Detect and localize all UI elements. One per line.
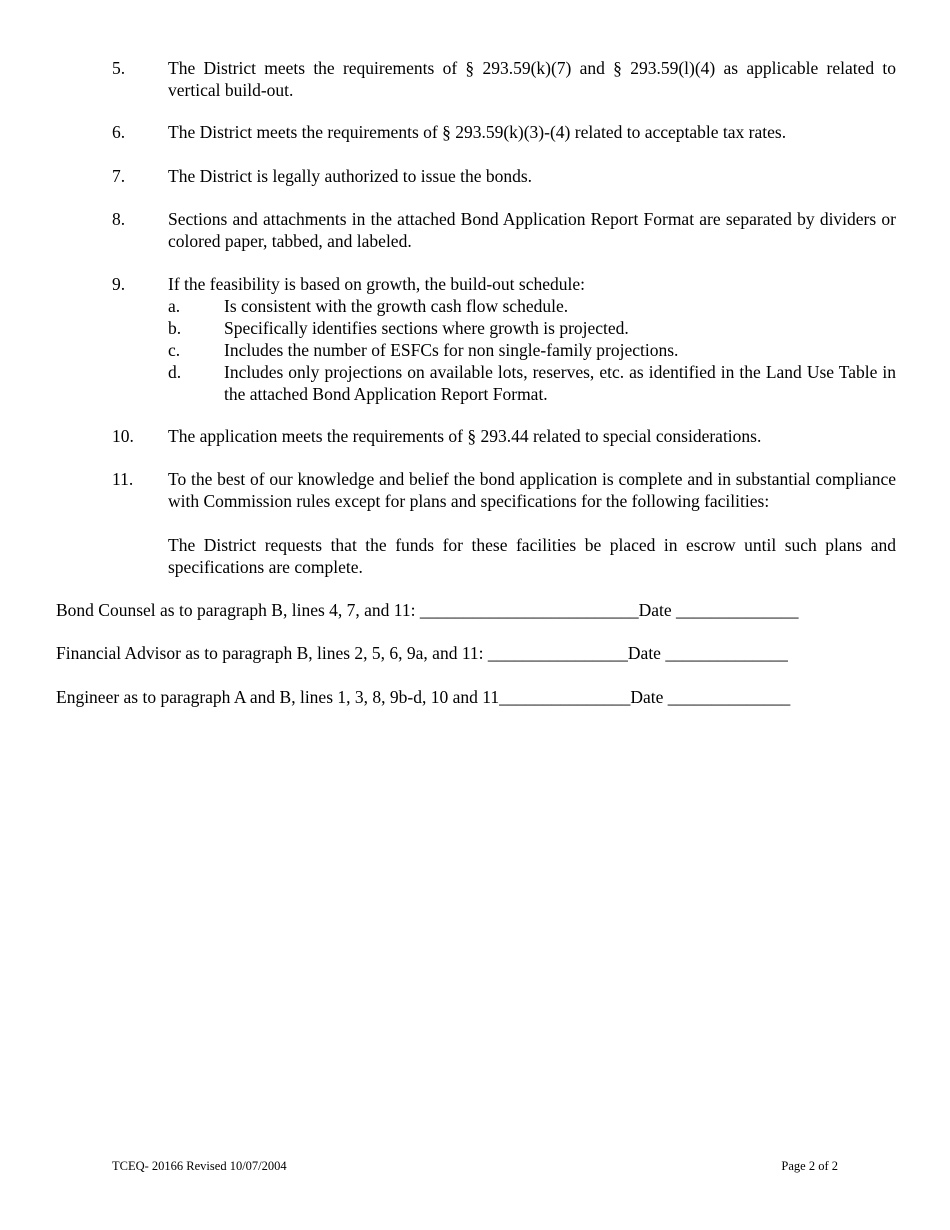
item-number: 11. xyxy=(112,469,134,489)
item-text: If the feasibility is based on growth, the build-out schedule: xyxy=(168,274,585,294)
sub-item-text: Includes only projections on available lots, reserves, etc. as identified in the Land Use Table in the attached Bond Application Report Format. xyxy=(224,362,896,404)
item-number: 10. xyxy=(112,426,134,446)
sub-item-letter: c. xyxy=(168,340,181,360)
item-number: 5. xyxy=(112,58,126,78)
sub-item-letter: a. xyxy=(168,296,181,316)
signature-line-bond-counsel: Bond Counsel as to paragraph B, lines 4, 7, and 11: _________________________Date ______________ xyxy=(56,600,799,620)
sub-item-letter: d. xyxy=(168,362,182,382)
item-number: 9. xyxy=(112,274,126,294)
page-number: Page 2 of 2 xyxy=(781,1159,838,1173)
sub-item-letter: b. xyxy=(168,318,182,338)
form-id: TCEQ- 20166 Revised 10/07/2004 xyxy=(112,1159,287,1173)
item-text: The application meets the requirements of § 293.44 related to special considerations. xyxy=(168,426,762,446)
item-text: Sections and attachments in the attached Bond Application Report Format are separated by dividers or colored paper, tabbed, and labeled. xyxy=(168,209,896,251)
item-number: 8. xyxy=(112,209,126,229)
item-text: The District meets the requirements of § 293.59(k)(3)-(4) related to acceptable tax rates. xyxy=(168,122,787,142)
sub-item-text: Specifically identifies sections where growth is projected. xyxy=(224,318,629,338)
item-text: The District meets the requirements of § 293.59(k)(7) and § 293.59(l)(4) as applicable related to vertical build-out. xyxy=(168,58,896,100)
signature-line-engineer: Engineer as to paragraph A and B, lines 1, 3, 8, 9b-d, 10 and 11_______________Date ______________ xyxy=(56,687,791,707)
signature-line-financial-advisor: Financial Advisor as to paragraph B, lines 2, 5, 6, 9a, and 11: ________________Date ______________ xyxy=(56,643,788,663)
item-text: The District is legally authorized to issue the bonds. xyxy=(168,166,533,186)
escrow-note: The District requests that the funds for these facilities be placed in escrow until such plans and specifications are complete. xyxy=(168,535,896,577)
sub-item-text: Includes the number of ESFCs for non single-family projections. xyxy=(224,340,679,360)
sub-item-text: Is consistent with the growth cash flow schedule. xyxy=(224,296,569,316)
item-number: 6. xyxy=(112,122,126,142)
item-text: To the best of our knowledge and belief the bond application is complete and in substantial compliance with Commission rules except for plans and specifications for the following facilities: xyxy=(168,469,896,511)
item-number: 7. xyxy=(112,166,126,186)
